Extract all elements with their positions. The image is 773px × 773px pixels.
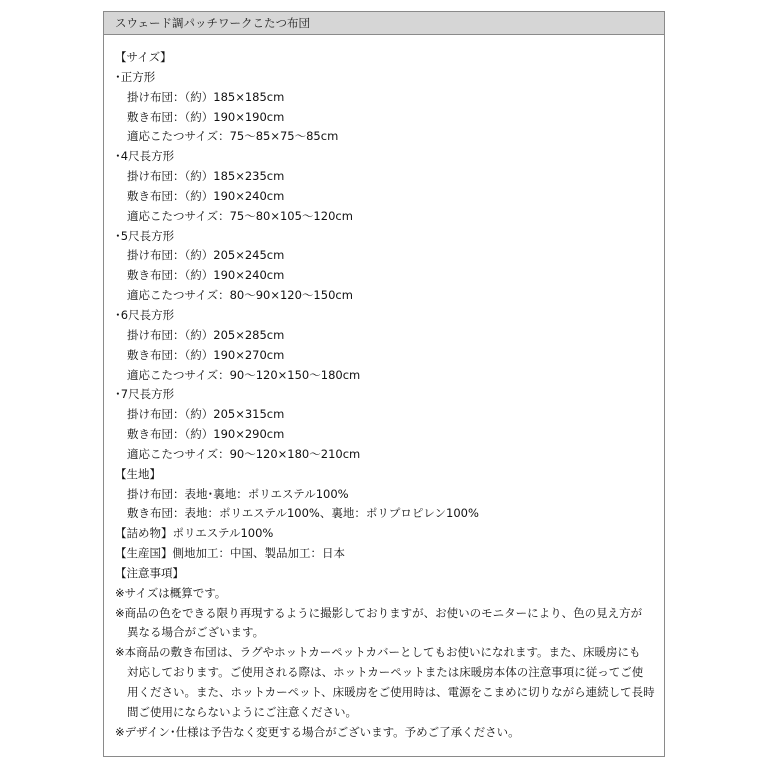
size-group-7shaku: [115, 385, 655, 464]
note-line: ※商品の色をできる限り再現するように撮影しておりますが、お使いのモニターにより、色の見え方が: [115, 605, 643, 620]
kake-futon-size: 掛け布団：（約）185×185cm: [127, 89, 285, 104]
shiki-futon-size: 敷き布団：（約）190×290cm: [127, 427, 285, 442]
shiki-futon-size: 敷き布団：（約）190×190cm: [127, 109, 285, 124]
notes-heading: 【注意事項】: [115, 565, 184, 580]
size-heading: 【サイズ】: [115, 50, 172, 64]
note-design-change: ※デザイン･仕様は予告なく変更する場合がございます。予めご了承ください。: [115, 724, 520, 739]
size-group-6shaku: [115, 306, 655, 385]
size-group-4shaku: [115, 147, 655, 226]
kotatsu-size: 適応こたつサイズ：75～80×105～120cm: [127, 208, 353, 223]
shiki-futon-size: 敷き布団：（約）190×240cm: [127, 188, 285, 203]
note-line: 対応しております。ご使用される際は、ホットカーペットまたは床暖房本体の注意事項に従ってご使: [127, 665, 644, 680]
note-line: 異なる場合がございます。: [127, 625, 265, 640]
shiki-futon-size: 敷き布団：（約）190×240cm: [127, 268, 285, 283]
shiki-futon-size: 敷き布団：（約）190×270cm: [127, 347, 285, 362]
fabric-kake: 掛け布団：表地･裏地：ポリエステル100%: [127, 486, 349, 501]
kotatsu-size: 適応こたつサイズ：90～120×150～180cm: [127, 367, 361, 382]
kake-futon-size: 掛け布団：（約）185×235cm: [127, 169, 285, 184]
note-line: ※本商品の敷き布団は、ラグやホットカーペットカバーとしてもお使いになれます。また、床暖房にも: [115, 645, 641, 660]
spec-content: [115, 48, 655, 743]
note-size-approx: ※サイズは概算です。: [115, 585, 227, 600]
size-group-name: ･5尺長方形: [115, 228, 175, 243]
size-group-5shaku: [115, 227, 655, 306]
size-group-name: ･7尺長方形: [115, 387, 175, 402]
kake-futon-size: 掛け布団：（約）205×245cm: [127, 248, 285, 263]
size-group-name: ･4尺長方形: [115, 149, 175, 164]
size-group-name: ･正方形: [115, 69, 156, 84]
size-group-name: ･6尺長方形: [115, 307, 175, 322]
kotatsu-size: 適応こたつサイズ：90～120×180～210cm: [127, 446, 361, 461]
kotatsu-size: 適応こたつサイズ：80～90×120～150cm: [127, 288, 353, 303]
note-line: 間ご使用にならないようにご注意ください。: [127, 704, 357, 719]
size-group-square: [115, 68, 655, 147]
fabric-heading: 【生地】: [115, 466, 161, 481]
panel-title: スウェード調パッチワークこたつ布団: [104, 12, 664, 35]
spec-panel: [103, 11, 665, 757]
kake-futon-size: 掛け布団：（約）205×315cm: [127, 407, 285, 422]
note-color: [115, 604, 655, 644]
note-usage: [115, 643, 655, 722]
kake-futon-size: 掛け布団：（約）205×285cm: [127, 327, 285, 342]
kotatsu-size: 適応こたつサイズ：75～85×75～85cm: [127, 129, 339, 144]
origin-info: 【生産国】側地加工：中国、製品加工：日本: [115, 546, 345, 561]
fabric-shiki: 敷き布団：表地：ポリエステル100%、裏地：ポリプロピレン100%: [127, 506, 479, 521]
note-line: 用ください。また、ホットカーペット、床暖房をご使用時は、電源をこまめに切りながら連続して長時: [127, 685, 655, 699]
filling-info: 【詰め物】ポリエステル100%: [115, 526, 274, 541]
